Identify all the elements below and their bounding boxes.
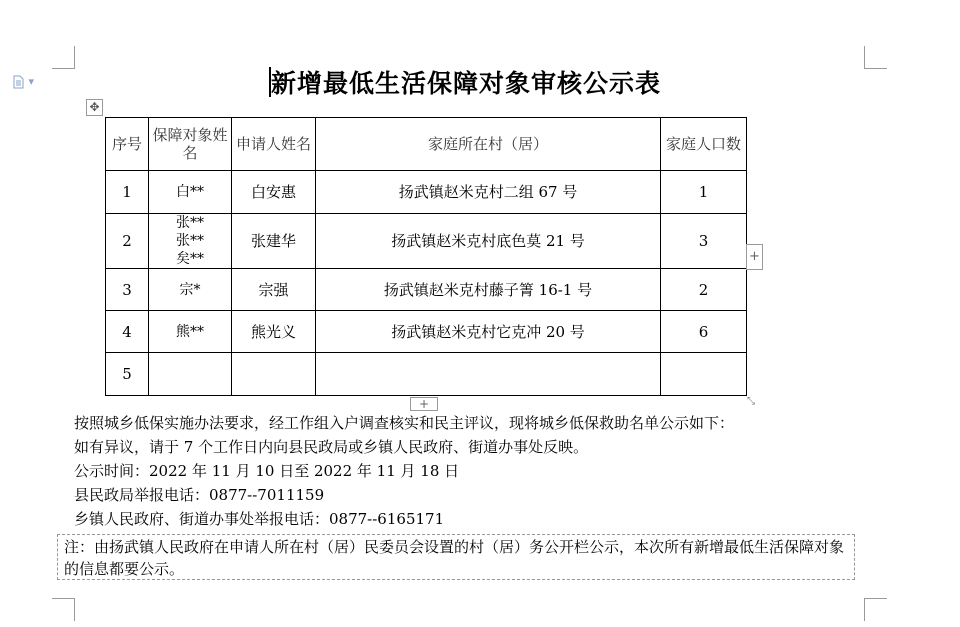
header-family-size: 家庭人口数 [661, 118, 747, 171]
beneficiary-name: 张** [176, 215, 204, 231]
page-corner-mark-bottom-left [52, 598, 75, 621]
cell-seq[interactable]: 2 [106, 214, 149, 269]
beneficiary-name: 熊** [176, 323, 204, 340]
cell-family-size[interactable]: 2 [661, 269, 747, 311]
cell-family-size[interactable]: 6 [661, 311, 747, 353]
page-corner-mark-bottom-right [864, 598, 887, 621]
notice-text [74, 411, 734, 531]
cell-applicant[interactable]: 张建华 [232, 214, 316, 269]
table-row [106, 311, 747, 353]
beneficiary-name: 白** [176, 184, 204, 200]
table-row [106, 269, 747, 311]
plus-icon: + [418, 397, 430, 411]
table-row [106, 214, 747, 269]
cell-applicant[interactable] [232, 353, 316, 396]
header-seq: 序号 [106, 118, 149, 171]
cell-address[interactable] [316, 353, 661, 396]
notice-line: 按照城乡低保实施办法要求，经工作组入户调查核实和民主评议，现将城乡低保救助名单公示如下： [74, 414, 735, 432]
beneficiary-name: 矣** [176, 251, 204, 267]
notice-line: 县民政局举报电话：0877--7011159 [74, 486, 325, 504]
cell-seq[interactable]: 3 [106, 269, 149, 311]
notice-line: 公示时间：2022 年 11 月 10 日至 2022 年 11 月 18 日 [74, 462, 460, 480]
page-corner-mark-top-left [52, 46, 75, 69]
cell-applicant[interactable]: 白安惠 [232, 171, 316, 214]
resize-icon[interactable]: ⤡ [747, 396, 755, 407]
cell-beneficiary[interactable] [149, 214, 232, 269]
cell-seq[interactable]: 1 [106, 171, 149, 214]
table-header-row [106, 118, 747, 171]
document-icon[interactable] [11, 75, 37, 89]
cell-family-size[interactable] [661, 353, 747, 396]
footnote-box: 注：由扬武镇人民政府在申请人所在村（居）民委员会设置的村（居）务公开栏公示，本次所有新增最低生活保障对象的信息都要公示。 [57, 534, 855, 580]
cell-family-size[interactable]: 3 [661, 214, 747, 269]
notice-line: 如有异议，请于 7 个工作日内向县民政局或乡镇人民政府、街道办事处反映。 [74, 438, 589, 456]
cell-address[interactable]: 扬武镇赵米克村二组 67 号 [316, 171, 661, 214]
notice-line: 乡镇人民政府、街道办事处举报电话：0877--6165171 [74, 510, 445, 528]
cell-address[interactable]: 扬武镇赵米克村底色莫 21 号 [316, 214, 661, 269]
cell-beneficiary[interactable] [149, 269, 232, 311]
cell-seq[interactable]: 5 [106, 353, 149, 396]
beneficiary-name: 宗* [179, 281, 201, 298]
header-beneficiary: 保障对象姓名 [149, 118, 232, 171]
page-title: 新增最低生活保障对象审核公示表 [271, 69, 662, 98]
page-corner-mark-top-right [864, 46, 887, 69]
plus-icon: + [749, 249, 760, 264]
add-column-button[interactable] [746, 244, 763, 270]
table-row [106, 171, 747, 214]
add-row-button[interactable] [410, 397, 438, 411]
cell-beneficiary[interactable] [149, 353, 232, 396]
beneficiary-name: 张** [176, 233, 204, 249]
header-address: 家庭所在村（居） [316, 118, 661, 171]
cell-seq[interactable]: 4 [106, 311, 149, 353]
relief-table [105, 117, 747, 396]
cell-beneficiary[interactable] [149, 171, 232, 214]
chevron-down-icon[interactable]: ▾ [28, 75, 35, 88]
cell-address[interactable]: 扬武镇赵米克村它克冲 20 号 [316, 311, 661, 353]
cell-applicant[interactable]: 熊光义 [232, 311, 316, 353]
cell-address[interactable]: 扬武镇赵米克村藤子箐 16-1 号 [316, 269, 661, 311]
cell-beneficiary[interactable] [149, 311, 232, 353]
move-icon[interactable]: ✥ [86, 99, 103, 116]
cell-family-size[interactable]: 1 [661, 171, 747, 214]
table-row [106, 353, 747, 396]
cell-applicant[interactable]: 宗强 [232, 269, 316, 311]
header-applicant: 申请人姓名 [232, 118, 316, 171]
